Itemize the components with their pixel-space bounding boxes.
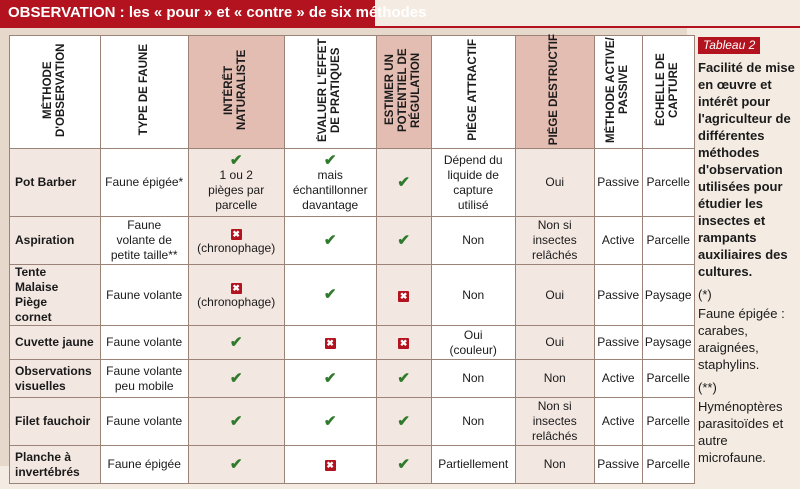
estimer-cell: [376, 326, 431, 360]
faune-cell: Faune épigée*: [100, 149, 188, 217]
attractif-cell: Oui (couleur): [431, 326, 515, 360]
methods-table: [9, 35, 695, 484]
cross-icon: ✖: [326, 338, 334, 348]
header-cell: ÉCHELLE DE CAPTURE: [642, 36, 694, 149]
header-cell: TYPE DE FAUNE: [100, 36, 188, 149]
check-icon: ✔: [323, 412, 337, 430]
evaluer-cell: [284, 326, 376, 360]
header-cell: MÉTHODE ACTIVE/ PASSIVE: [594, 36, 642, 149]
estimer-cell: [376, 149, 431, 217]
evaluer-cell: [284, 360, 376, 398]
destructif-cell: Oui: [515, 265, 594, 326]
check-icon: ✔: [397, 231, 410, 249]
active-cell: Active: [594, 398, 642, 446]
method-name: Cuvette jaune: [10, 326, 101, 360]
check-icon: ✔: [397, 455, 410, 473]
footnote-marker: (**): [698, 380, 717, 395]
interet-cell: [188, 360, 284, 398]
attractif-cell: Non: [431, 217, 515, 265]
attractif-cell: Partiellement: [431, 446, 515, 484]
check-icon: ✔: [323, 369, 337, 387]
evaluer-cell: [284, 217, 376, 265]
table-row: [10, 265, 695, 326]
echelle-cell: Parcelle: [642, 217, 694, 265]
destructif-cell: Oui: [515, 326, 594, 360]
faune-cell: Faune épigée: [100, 446, 188, 484]
interet-cell: [188, 446, 284, 484]
active-cell: Passive: [594, 149, 642, 217]
header-cell: MÉTHODE D'OBSERVATION: [10, 36, 101, 149]
interet-cell: ✖ (chronophage): [188, 217, 284, 265]
cross-icon: ✖: [232, 283, 240, 293]
interet-cell: ✖ (chronophage): [188, 265, 284, 326]
check-icon: ✔: [397, 173, 410, 191]
faune-cell: Faune volante: [100, 326, 188, 360]
cross-icon: ✖: [399, 338, 408, 348]
destructif-cell: Non: [515, 446, 594, 484]
footnote-marker: (*): [698, 287, 712, 302]
echelle-cell: Paysage: [642, 326, 694, 360]
evaluer-cell: ✔ mais échantillonner davantage: [284, 149, 376, 217]
estimer-cell: [376, 360, 431, 398]
attractif-cell: Dépend du liquide de capture utilisé: [431, 149, 515, 217]
method-name: Tente Malaise Piège cornet: [10, 265, 101, 326]
evaluer-cell: [284, 265, 376, 326]
header-cell: INTÉRÊT NATURALISTE: [188, 36, 284, 149]
table-row: [10, 217, 695, 265]
attractif-cell: Non: [431, 360, 515, 398]
check-icon: ✔: [229, 151, 243, 169]
estimer-cell: [376, 398, 431, 446]
echelle-cell: Parcelle: [642, 149, 694, 217]
attractif-cell: Non: [431, 265, 515, 326]
echelle-cell: Parcelle: [642, 446, 694, 484]
method-name: Pot Barber: [10, 149, 101, 217]
estimer-cell: [376, 265, 431, 326]
sidebar: [698, 36, 798, 466]
faune-cell: Faune volante: [100, 265, 188, 326]
estimer-cell: [376, 446, 431, 484]
header-cell: PIÈGE DESTRUCTIF: [515, 36, 594, 149]
figure-title: OBSERVATION : les « pour » et « contre » de six méthodes: [0, 0, 375, 26]
table-row: [10, 446, 695, 484]
check-icon: ✔: [323, 286, 337, 303]
table-tag: Tableau 2: [698, 37, 760, 54]
active-cell: Passive: [594, 326, 642, 360]
method-name: Filet fauchoir: [10, 398, 101, 446]
active-cell: Active: [594, 217, 642, 265]
active-cell: Active: [594, 360, 642, 398]
header-row: [10, 36, 695, 149]
table-row: [10, 149, 695, 217]
check-icon: ✔: [397, 369, 410, 387]
check-icon: ✔: [323, 151, 337, 169]
header-cell: ESTIMER UN POTENTIEL DE RÉGULATION: [376, 36, 431, 149]
check-icon: ✔: [229, 412, 243, 430]
check-icon: ✔: [229, 455, 243, 473]
method-name: Aspiration: [10, 217, 101, 265]
evaluer-cell: [284, 398, 376, 446]
evaluer-cell: [284, 446, 376, 484]
cross-icon: ✖: [232, 228, 240, 239]
faune-cell: Faune volante de petite taille**: [100, 217, 188, 265]
active-cell: Passive: [594, 265, 642, 326]
table-row: [10, 326, 695, 360]
method-name: Planche à invertébrés: [10, 446, 101, 484]
echelle-cell: Parcelle: [642, 398, 694, 446]
destructif-cell: Oui: [515, 149, 594, 217]
check-icon: ✔: [323, 231, 337, 249]
active-cell: Passive: [594, 446, 642, 484]
estimer-cell: [376, 217, 431, 265]
destructif-cell: Non: [515, 360, 594, 398]
faune-cell: Faune volante: [100, 398, 188, 446]
cross-icon: ✖: [326, 460, 334, 470]
attractif-cell: Non: [431, 398, 515, 446]
header-cell: ÉVALUER L'EFFET DE PRATIQUES: [284, 36, 376, 149]
check-icon: ✔: [229, 369, 243, 387]
faune-cell: Faune volante peu mobile: [100, 360, 188, 398]
cross-icon: ✖: [399, 290, 408, 301]
table-caption: Facilité de mise en œuvre et intérêt pour l'agriculteur de différentes méthodes d'observation utilisées pour étudier les insectes et rampants auxiliaires des cultures.: [698, 60, 795, 279]
echelle-cell: Paysage: [642, 265, 694, 326]
footnote-text: Faune épigée : carabes, araignées, staphylins.: [698, 306, 785, 372]
destructif-cell: Non si insectes relâchés: [515, 217, 594, 265]
interet-cell: [188, 398, 284, 446]
table-row: [10, 360, 695, 398]
header-cell: PIÈGE ATTRACTIF: [431, 36, 515, 149]
interet-cell: [188, 326, 284, 360]
echelle-cell: Parcelle: [642, 360, 694, 398]
table-row: [10, 398, 695, 446]
method-name: Observations visuelles: [10, 360, 101, 398]
footnote-text: Hyménoptères parasitoïdes et autre microfaune.: [698, 399, 784, 465]
check-icon: ✔: [397, 412, 410, 430]
interet-cell: ✔ 1 ou 2 pièges par parcelle: [188, 149, 284, 217]
destructif-cell: Non si insectes relâchés: [515, 398, 594, 446]
check-icon: ✔: [229, 333, 243, 351]
